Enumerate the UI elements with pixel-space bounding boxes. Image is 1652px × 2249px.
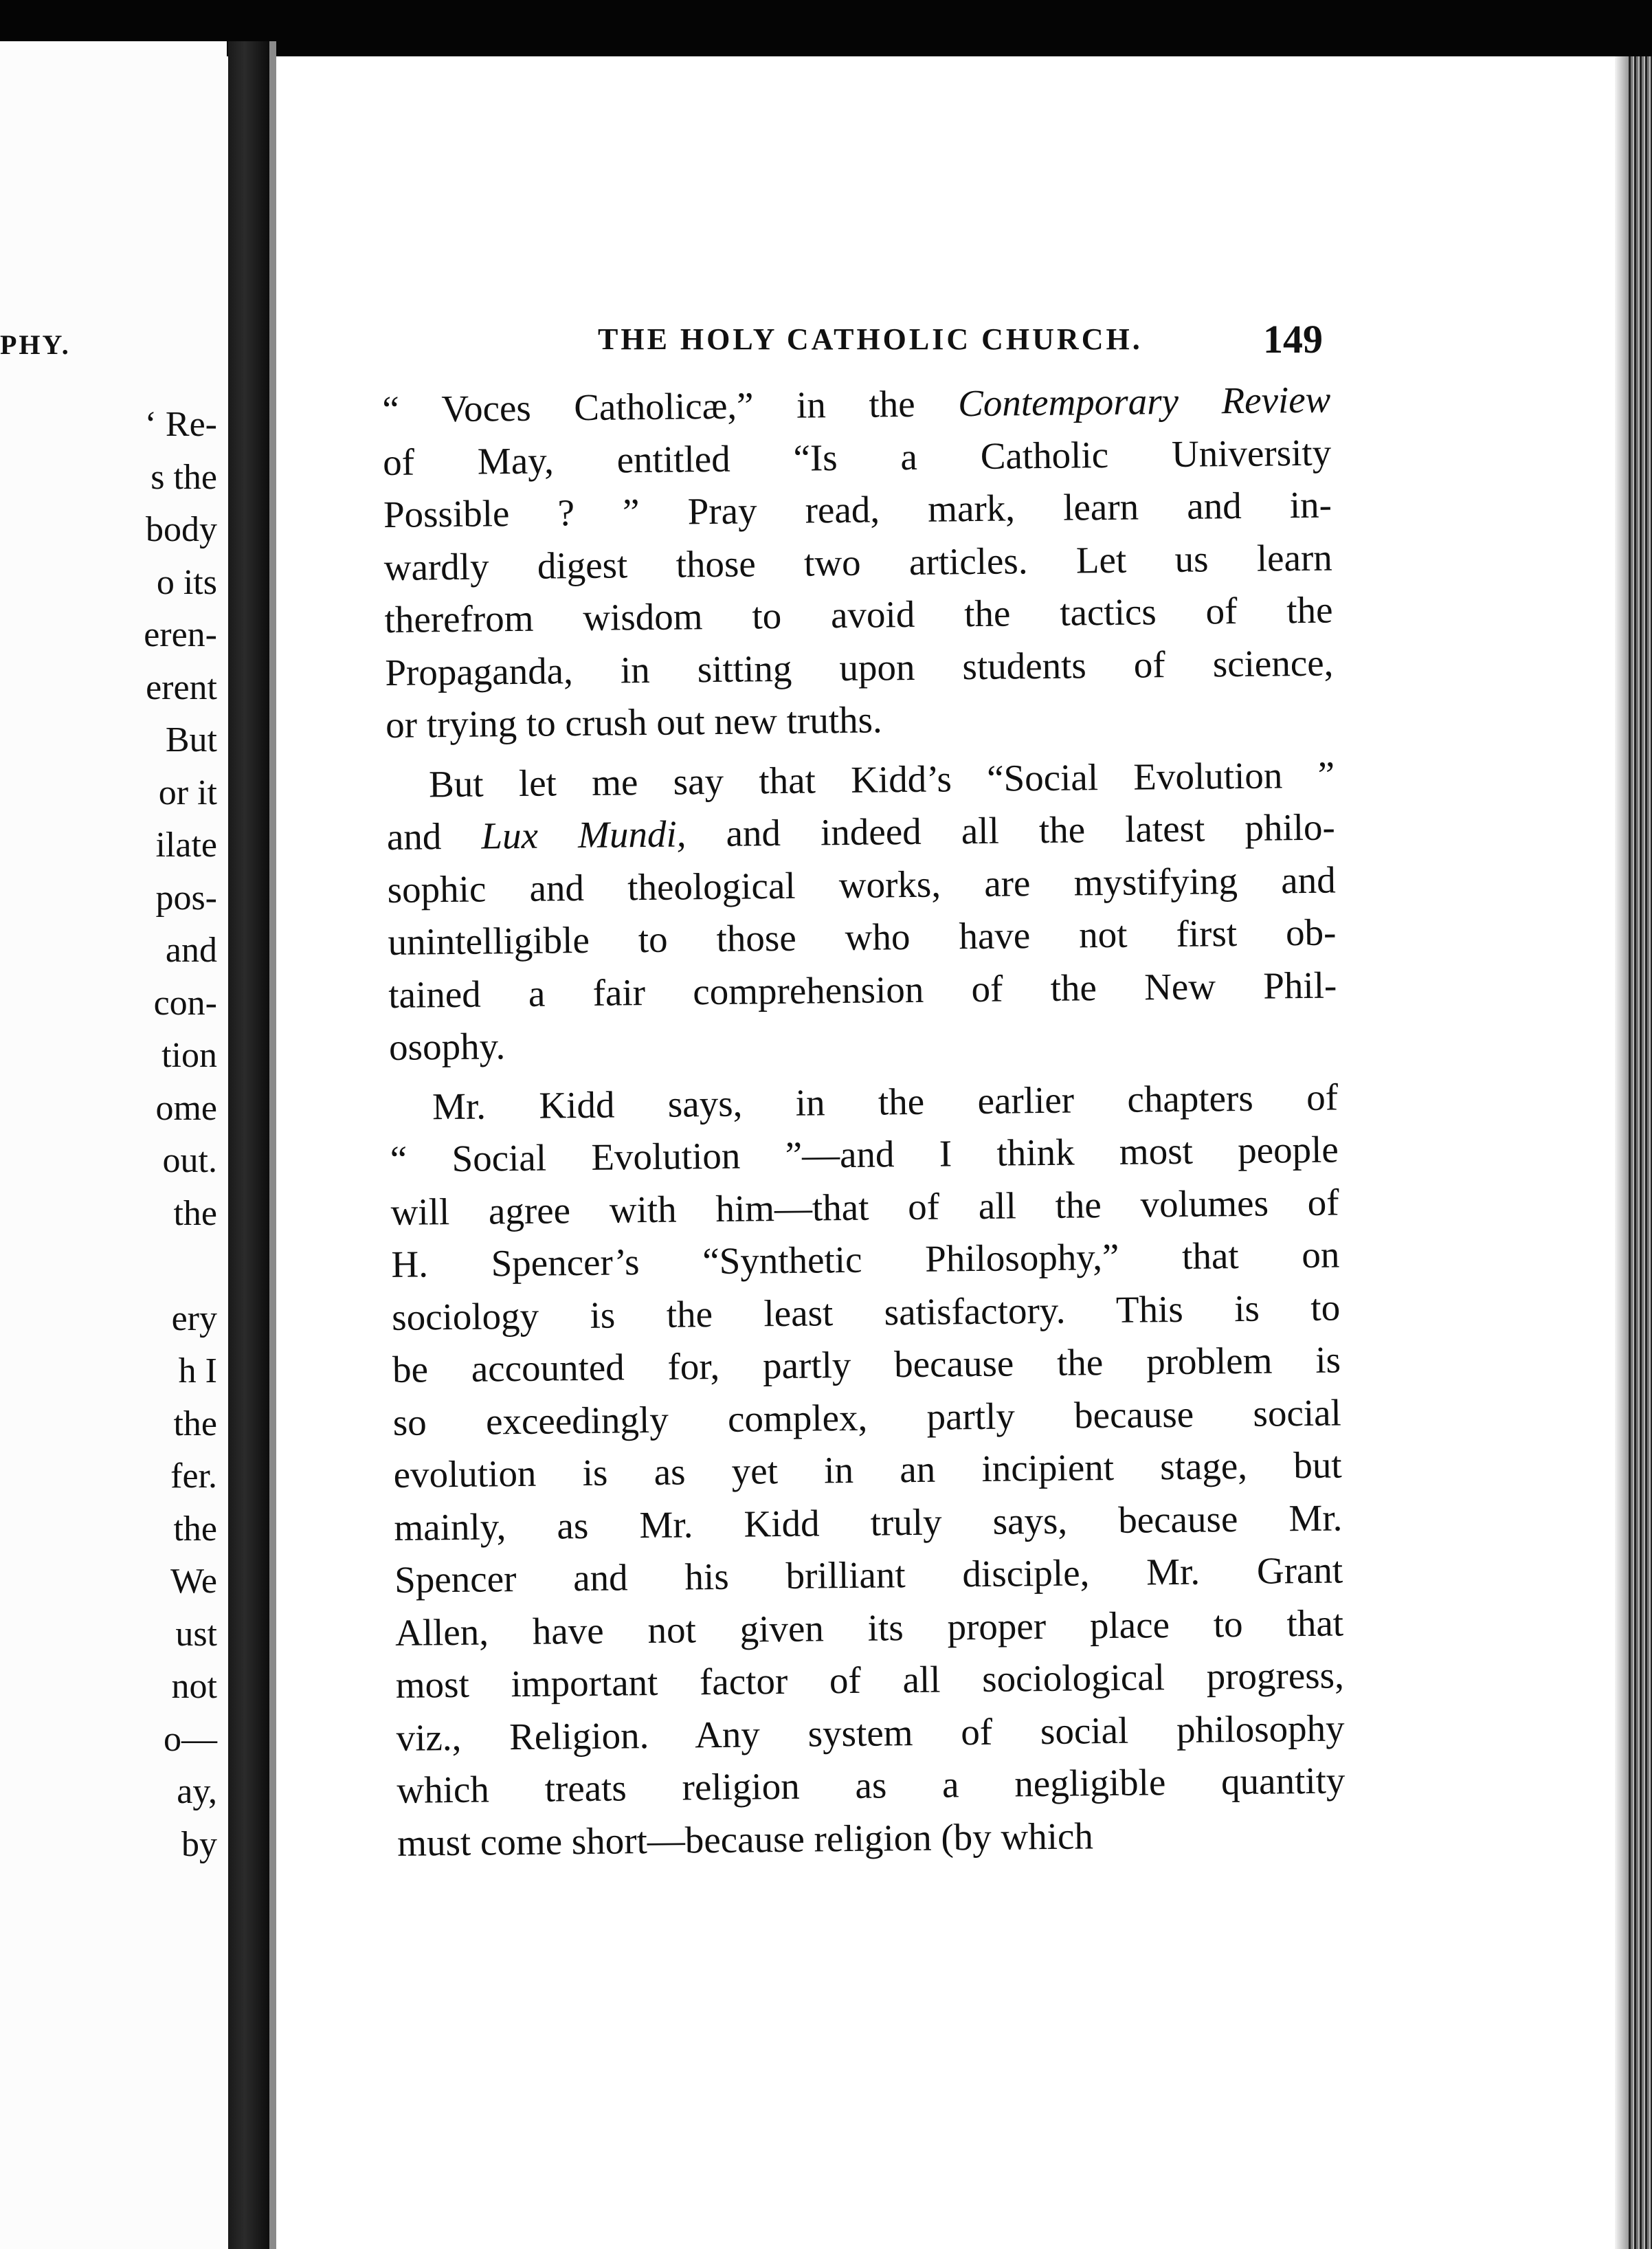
text-run: H. Spencer’s “Synthetic Philosophy,” that on xyxy=(391,1233,1340,1285)
text-run: wardly digest those two articles. Let us learn xyxy=(383,536,1333,588)
text-run: Propaganda, in sitting upon students of science, xyxy=(385,641,1334,694)
paragraph xyxy=(386,749,1338,1074)
facing-page-fragment xyxy=(0,41,227,2249)
facing-page-line: ome xyxy=(155,1088,217,1128)
text-run: Spencer and his brilliant disciple, Mr. Grant xyxy=(394,1549,1343,1601)
facing-page-line: But xyxy=(165,720,217,760)
facing-page-line: o its xyxy=(156,562,217,602)
running-title: THE HOLY CATHOLIC CHURCH. xyxy=(598,322,1143,356)
text-run: evolution is as yet in an incipient stage, but xyxy=(393,1443,1342,1496)
italic-title: Lux Mundi, xyxy=(481,812,687,857)
text-run: will agree with him—that of all the volumes of xyxy=(390,1180,1339,1233)
facing-page-line: We xyxy=(170,1562,217,1601)
text-run: sociology is the least satisfactory. This is to xyxy=(391,1285,1341,1338)
facing-page-line: by xyxy=(181,1824,217,1864)
text-run: must come short—because religion (by which xyxy=(397,1814,1094,1864)
page-edge-shadow xyxy=(1615,56,1629,2249)
text-line xyxy=(390,1123,1339,1186)
text-run: be accounted for, partly because the problem is xyxy=(392,1338,1341,1391)
facing-page-line: pos- xyxy=(155,878,217,918)
text-line xyxy=(385,636,1334,699)
facing-page-line: the xyxy=(173,1193,217,1233)
text-line xyxy=(397,1754,1346,1817)
text-run: which treats religion as a negligible quantity xyxy=(397,1759,1346,1811)
text-line xyxy=(387,801,1336,864)
text-line xyxy=(383,479,1332,542)
facing-page-line: ilate xyxy=(155,826,217,865)
facing-page-line: erent xyxy=(146,667,217,707)
text-line xyxy=(392,1333,1341,1396)
facing-page-line xyxy=(0,1240,217,1293)
facing-page-line: body xyxy=(146,510,217,549)
text-line xyxy=(387,854,1336,916)
text-run: tained a fair comprehension of the New Phil- xyxy=(388,964,1337,1016)
facing-page-line: ust xyxy=(175,1614,217,1654)
text-line xyxy=(396,1702,1345,1764)
gutter-edge xyxy=(269,41,276,2249)
facing-page-line: ‘ Re- xyxy=(144,405,217,444)
facing-page-line: tion xyxy=(161,1036,217,1075)
text-line xyxy=(391,1228,1340,1291)
text-line xyxy=(392,1281,1341,1344)
text-line xyxy=(388,959,1337,1021)
text-line xyxy=(386,689,1335,752)
text-run: unintelligible to those who have not first ob- xyxy=(388,911,1337,963)
facing-page-line: the xyxy=(173,1509,217,1549)
facing-page-line: and xyxy=(165,931,217,970)
facing-page-line: ay, xyxy=(177,1772,217,1811)
facing-page-line: s the xyxy=(150,457,217,497)
text-run: so exceedingly complex, partly because social xyxy=(392,1391,1342,1443)
page-number: 149 xyxy=(1263,317,1323,362)
text-line xyxy=(382,374,1331,436)
text-line xyxy=(390,1176,1339,1239)
text-run: Possible ? ” Pray read, mark, learn and in- xyxy=(383,483,1332,535)
text-run: Mr. Kidd says, in the earlier chapters of xyxy=(432,1075,1339,1127)
facing-page-heading: PHY. xyxy=(0,329,71,360)
page-body-text xyxy=(382,374,1346,1870)
facing-page-text xyxy=(0,399,217,1871)
text-run: and xyxy=(386,815,482,858)
text-line xyxy=(394,1492,1343,1554)
text-line xyxy=(383,426,1332,489)
text-run: and indeed all the latest philo- xyxy=(686,806,1336,855)
text-run: Allen, have not given its proper place to that xyxy=(394,1601,1344,1654)
paragraph xyxy=(390,1071,1346,1870)
text-line xyxy=(386,749,1335,811)
text-line xyxy=(395,1649,1344,1711)
italic-title: Contemporary Review xyxy=(957,378,1331,425)
facing-page-line: eren- xyxy=(144,615,217,654)
text-line xyxy=(397,1807,1346,1870)
text-run: or trying to crush out new truths. xyxy=(385,698,883,746)
text-run: mainly, as Mr. Kidd truly says, because Mr. xyxy=(394,1496,1343,1549)
text-line xyxy=(393,1439,1342,1501)
text-line xyxy=(390,1071,1339,1133)
facing-page-line: h I xyxy=(178,1351,217,1391)
facing-page-line: out. xyxy=(162,1141,217,1180)
facing-page-line: o— xyxy=(164,1719,217,1759)
book-binding-gutter xyxy=(228,41,269,2249)
text-line xyxy=(394,1544,1343,1606)
text-line xyxy=(388,907,1337,969)
text-line xyxy=(392,1386,1341,1449)
facing-page-line: fer. xyxy=(170,1456,217,1496)
text-line xyxy=(384,584,1333,647)
text-line xyxy=(389,1011,1338,1074)
text-run: osophy. xyxy=(388,1025,506,1068)
facing-page-line: con- xyxy=(153,983,217,1023)
facing-page-line: or it xyxy=(158,773,217,812)
facing-page-line: not xyxy=(171,1667,217,1706)
text-run: most important factor of all sociological progress, xyxy=(395,1654,1345,1706)
text-run: “ Voces Catholicæ,” in the xyxy=(382,382,959,430)
text-line xyxy=(383,531,1332,594)
paragraph xyxy=(382,374,1335,752)
text-run: sophic and theological works, are mystifying and xyxy=(387,858,1336,911)
text-run: of May, entitled “Is a Catholic University xyxy=(382,431,1332,483)
stacked-page-edges xyxy=(1629,56,1652,2249)
text-line xyxy=(395,1597,1344,1659)
text-run: “ Social Evolution ”—and I think most people xyxy=(390,1128,1339,1180)
text-run: But let me say that Kidd’s “Social Evolution ” xyxy=(428,753,1335,805)
facing-page-line: ery xyxy=(171,1298,217,1338)
text-run: therefrom wisdom to avoid the tactics of the xyxy=(384,588,1333,641)
text-run: viz., Religion. Any system of social philosophy xyxy=(396,1706,1345,1759)
facing-page-line: the xyxy=(173,1404,217,1443)
